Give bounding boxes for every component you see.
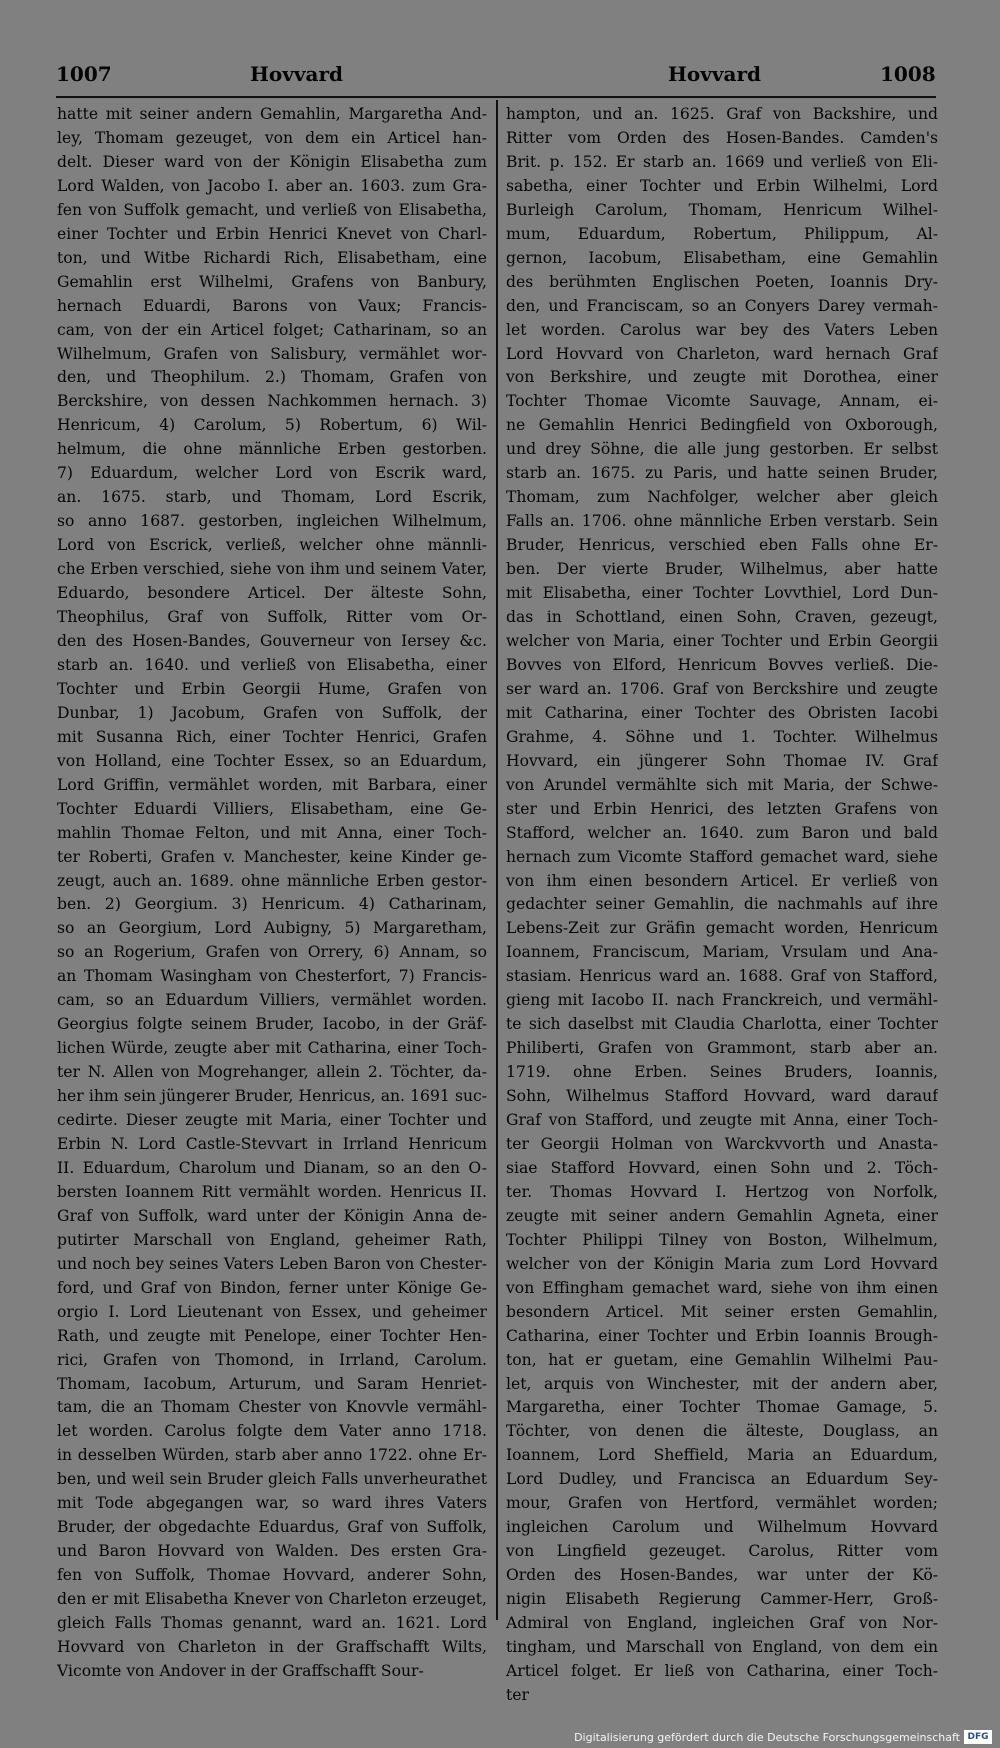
text-line: Graf von Suffolk, ward unter der Königin Anna de- [57, 1206, 487, 1225]
text-line: Orden des Hosen-Bandes, war unter der Kö- [506, 1566, 938, 1585]
text-line: che Erben verschied, siehe von ihm und seinem Vater, [57, 560, 487, 579]
text-line: sabetha, einer Tochter und Erbin Wilhelmi, Lord [506, 176, 938, 195]
text-line: gedachter seiner Gemahlin, die nachmahls auf ihre [506, 895, 938, 914]
text-line: gieng mit Iacobo II. nach Franckreich, und vermähl- [506, 991, 938, 1010]
text-line: ton, und Witbe Richardi Rich, Elisabetham, eine [57, 248, 487, 267]
text-line: mit Tode abgegangen war, so ward ihres Vaters [57, 1494, 487, 1513]
text-line: Ioannem, Franciscum, Mariam, Vrsulam und Ana- [506, 943, 938, 962]
text-line: II. Eduardum, Charolum und Dianam, so an den O- [57, 1158, 487, 1177]
text-line: 1719. ohne Erben. Seines Bruders, Ioannis, [506, 1063, 938, 1082]
text-line: fen von Suffolk gemacht, und verließ von Elisabetha, [57, 200, 487, 219]
text-line: ben. Der vierte Bruder, Wilhelmus, aber hatte [506, 560, 938, 579]
dfg-logo: DFG [964, 1730, 992, 1744]
text-line: Grahme, 4. Söhne und 1. Tochter. Wilhelmus [506, 727, 938, 746]
text-line: Lord Dudley, und Francisca an Eduardum Sey- [506, 1470, 938, 1489]
text-line: ben, und weil sein Bruder gleich Falls unverheurathet [57, 1470, 487, 1489]
text-line: tam, die an Thomam Chester von Knovvle vermähl- [57, 1398, 487, 1417]
text-line: 7) Eduardum, welcher Lord von Escrik ward, [57, 464, 487, 483]
running-head-right: Hovvard [668, 62, 761, 86]
text-line: den er mit Elisabetha Knever von Charleton erzeuget, [57, 1590, 487, 1609]
text-line: Lord Griffin, vermählet worden, mit Barbara, einer [57, 775, 487, 794]
text-line: Bruder, Henricus, verschied eben Falls ohne Er- [506, 536, 938, 555]
text-line: Sohn, Wilhelmus Stafford Hovvard, ward darauf [506, 1087, 938, 1106]
text-line: delt. Dieser ward von der Königin Elisabetha zum [57, 152, 487, 171]
text-line: Ioannem, Lord Sheffield, Maria an Eduardum, [506, 1446, 938, 1465]
text-line: so an Rogerium, Grafen von Orrery, 6) Annam, so [57, 943, 487, 962]
text-line: bersten Ioannem Ritt vermählt worden. Henricus II. [57, 1182, 487, 1201]
text-line: tingham, und Marschall von England, von dem ein [506, 1638, 938, 1656]
text-line: welcher von der Königin Maria zum Lord Hovvard [506, 1254, 938, 1273]
text-line: let worden. Carolus war bey des Vaters Leben [506, 320, 938, 339]
text-line: den des Hosen-Bandes, Gouverneur von Iersey &c. [57, 631, 487, 650]
text-line: Articel folget. Er ließ von Catharina, einer Toch- [506, 1661, 938, 1680]
text-line: ter Georgii Holman von Warckvvorth und Anasta- [506, 1134, 938, 1153]
text-line: ford, und Graf von Bindon, ferner unter Könige Ge- [57, 1278, 487, 1297]
text-line: Bovves von Elford, Henricum Bovves verließ. Die- [506, 655, 938, 674]
text-line: einer Tochter und Erbin Henrici Knevet von Charl- [57, 224, 487, 243]
text-line: Margaretha, einer Tochter Thomae Gamage, 5. [506, 1398, 938, 1417]
text-line: Bruder, der obgedachte Eduardus, Graf von Suffolk, [57, 1518, 487, 1537]
page-number-left: 1007 [56, 62, 112, 86]
text-line: Erbin N. Lord Castle-Stevvart in Irrland Henricum [57, 1134, 487, 1153]
text-line: Theophilus, Graf von Suffolk, Ritter vom Or- [57, 608, 487, 627]
text-line: mit Susanna Rich, einer Tochter Henrici, Grafen [57, 727, 487, 746]
text-line: zeugt, auch an. 1689. ohne männliche Erben gestor- [57, 871, 487, 890]
column-divider [496, 100, 498, 1620]
text-line: in desselben Würden, starb aber anno 1722. ohne Er- [57, 1446, 487, 1465]
text-line: Dunbar, 1) Jacobum, Grafen von Suffolk, der [57, 703, 487, 722]
text-line: von ihm einen besondern Articel. Er verließ von [506, 871, 938, 890]
text-line: te sich daselbst mit Claudia Charlotta, einer Tochter [506, 1015, 938, 1034]
text-line: orgio I. Lord Lieutenant von Essex, und geheimer [57, 1302, 487, 1321]
text-line: Admiral von England, ingleichen Graf von Nor- [506, 1614, 938, 1633]
text-line: ingleichen Carolum und Wilhelmum Hovvard [506, 1518, 938, 1537]
text-line: rici, Grafen von Thomond, in Irrland, Carolum. [57, 1350, 487, 1369]
text-line: hernach zum Vicomte Stafford gemachet ward, siehe [506, 847, 938, 866]
text-line: hernach Eduardi, Barons von Vaux; Francis- [57, 296, 487, 315]
text-line: gleich Falls Thomas genannt, ward an. 1621. Lord [57, 1614, 487, 1633]
text-line: starb an. 1640. und verließ von Elisabetha, einer [57, 655, 487, 674]
text-line: von Effingham gemachet ward, siehe von ihm einen [506, 1278, 938, 1297]
page-header [0, 0, 1000, 100]
text-line: ster und Erbin Henrici, des letzten Grafens von [506, 799, 938, 818]
text-line: let, arquis von Winchester, mit der andern aber, [506, 1374, 938, 1393]
text-line: Vicomte von Andover in der Graffschafft Sour- [57, 1661, 424, 1680]
digitization-credit: Digitalisierung gefördert durch die Deutsche Forschungsgemeinschaft [574, 1731, 960, 1744]
text-line: den, und Theophilum. 2.) Thomam, Grafen von [57, 368, 487, 387]
header-rule [56, 96, 936, 98]
text-line: mit Catharina, einer Tochter des Obristen Iacobi [506, 703, 938, 722]
text-line: gernon, Iacobum, Elisabetham, eine Gemahlin [506, 248, 938, 267]
text-line: und drey Söhne, die alle jung gestorben. Er selbst [506, 440, 938, 459]
text-line: Wilhelmum, Grafen von Salisbury, vermählet wor- [57, 344, 487, 363]
text-line: ser ward an. 1706. Graf von Berckshire und zeugte [506, 679, 938, 698]
page-footer [0, 1728, 1000, 1748]
text-line: mit Elisabetha, einer Tochter Lovvthiel, Lord Dun- [506, 584, 938, 603]
text-line: mum, Eduardum, Robertum, Philippum, Al- [506, 224, 938, 243]
text-line: an. 1675. starb, und Thomam, Lord Escrik, [57, 488, 487, 507]
text-line: Georgius folgte seinem Bruder, Iacobo, in der Gräf- [57, 1015, 487, 1034]
text-line: Hovvard von Charleton in der Graffschafft Wilts, [57, 1638, 487, 1656]
text-line: Tochter Philippi Tilney von Boston, Wilhelmum, [506, 1230, 938, 1249]
right-column [506, 103, 938, 1708]
text-line: Falls an. 1706. ohne männliche Erben verstarb. Sein [506, 512, 938, 531]
text-line: Philiberti, Grafen von Grammont, starb aber an. [506, 1039, 938, 1058]
text-line: Lord von Escrick, verließ, welcher ohne männli- [57, 536, 487, 555]
text-line: hampton, und an. 1625. Graf von Backshire, und [506, 105, 938, 123]
text-line: mour, Grafen von Hertford, vermählet worden; [506, 1494, 938, 1513]
text-line: Berckshire, von dessen Nachkommen hernach. 3) [57, 392, 487, 411]
text-line: ne Gemahlin Henrici Bedingfield von Oxborough, [506, 416, 938, 435]
text-line: besondern Articel. Mit seiner ersten Gemahlin, [506, 1302, 938, 1321]
text-line: den, und Franciscam, so an Conyers Darey vermah- [506, 296, 938, 315]
running-head-left: Hovvard [250, 62, 343, 86]
text-line: von Holland, eine Tochter Essex, so an Eduardum, [57, 751, 487, 770]
text-line: nigin Elisabeth Regierung Cammer-Herr, Groß- [506, 1590, 938, 1609]
text-line: so an Georgium, Lord Aubigny, 5) Margaretham, [57, 919, 487, 938]
text-line: Tochter Eduardi Villiers, Elisabetham, eine Ge- [57, 799, 487, 818]
text-line: Lebens-Zeit zur Gräfin gemacht worden, Henricum [506, 919, 938, 938]
text-line: her ihm sein jüngerer Bruder, Henricus, an. 1691 suc- [57, 1087, 487, 1106]
text-line: Lord Walden, von Jacobo I. aber an. 1603. zum Gra- [57, 176, 487, 195]
text-line: cam, so an Eduardum Villiers, vermählet worden. [57, 991, 487, 1010]
text-line: Rath, und zeugte mit Penelope, einer Tochter Hen- [57, 1326, 487, 1345]
text-line: ton, hat er guetam, eine Gemahlin Wilhelmi Pau- [506, 1350, 938, 1369]
text-line: Tochter und Erbin Georgii Hume, Grafen von [57, 679, 487, 698]
text-line: Stafford, welcher an. 1640. zum Baron und bald [506, 823, 938, 842]
text-line: an Thomam Wasingham von Chesterfort, 7) Francis- [57, 967, 487, 986]
text-line: hatte mit seiner andern Gemahlin, Margaretha And- [57, 105, 487, 123]
text-line: Brit. p. 152. Er starb an. 1669 und verließ von Eli- [506, 152, 938, 171]
text-line: siae Stafford Hovvard, einen Sohn und 2. Töch- [506, 1158, 938, 1177]
text-line: Burleigh Carolum, Thomam, Henricum Wilhel- [506, 200, 938, 219]
text-line: Lord Hovvard von Charleton, ward hernach Graf [506, 344, 938, 363]
text-line: ter Roberti, Grafen v. Manchester, keine Kinder ge- [57, 847, 487, 866]
text-line: welcher von Maria, einer Tochter und Erbin Georgii [506, 631, 938, 650]
text-line: Thomam, Iacobum, Arturum, und Saram Henriet- [57, 1374, 487, 1393]
text-line: cam, von der ein Articel folget; Catharinam, so an [57, 320, 487, 339]
text-line: mahlin Thomae Felton, und mit Anna, einer Toch- [57, 823, 487, 842]
text-line: das in Schottland, einen Sohn, Craven, gezeugt, [506, 608, 938, 627]
text-line: Eduardo, besondere Articel. Der älteste Sohn, [57, 584, 487, 603]
text-line: ben. 2) Georgium. 3) Henricum. 4) Catharinam, [57, 895, 487, 914]
text-line: und Baron Hovvard von Walden. Des ersten Gra- [57, 1542, 487, 1561]
text-line: Ritter vom Orden des Hosen-Bandes. Camden's [506, 128, 938, 147]
text-line: ter. Thomas Hovvard I. Hertzog von Norfolk, [506, 1182, 938, 1201]
text-line: Hovvard, ein jüngerer Sohn Thomae IV. Graf [506, 751, 938, 770]
text-line: und noch bey seines Vaters Leben Baron von Chester- [57, 1254, 487, 1273]
text-line: lichen Würde, zeugte aber mit Catharina, einer Toch- [57, 1039, 487, 1058]
text-line: putirter Marschall von England, geheimer Rath, [57, 1230, 487, 1249]
text-line: ter [506, 1685, 529, 1704]
text-line: von Berkshire, und zeugte mit Dorothea, einer [506, 368, 938, 387]
text-line: Thomam, zum Nachfolger, welcher aber gleich [506, 488, 938, 507]
text-line: Catharina, einer Tochter und Erbin Ioannis Brough- [506, 1326, 938, 1345]
text-line: Graf von Stafford, und zeugte mit Anna, einer Toch- [506, 1111, 938, 1130]
text-line: des berühmten Englischen Poeten, Ioannis Dry- [506, 272, 938, 291]
left-column [57, 103, 487, 1684]
text-line: Töchter, von denen die älteste, Douglass, an [506, 1422, 938, 1441]
page-number-right: 1008 [880, 62, 936, 86]
text-line: ter N. Allen von Mogrehanger, allein 2. Töchter, da- [57, 1063, 487, 1082]
text-line: Gemahlin erst Wilhelmi, Grafens von Banbury, [57, 272, 487, 291]
text-line: stasiam. Henricus ward an. 1688. Graf von Stafford, [506, 967, 938, 986]
text-line: Tochter Thomae Vicomte Sauvage, Annam, ei- [506, 392, 938, 411]
text-line: let worden. Carolus folgte dem Vater anno 1718. [57, 1422, 487, 1441]
text-line: Henricum, 4) Carolum, 5) Robertum, 6) Wil- [57, 416, 487, 435]
text-line: starb an. 1675. zu Paris, und hatte seinen Bruder, [506, 464, 938, 483]
text-line: helmum, die ohne männliche Erben gestorben. [57, 440, 487, 459]
text-line: so anno 1687. gestorben, ingleichen Wilhelmum, [57, 512, 487, 531]
text-line: ley, Thomam gezeuget, von dem ein Articel han- [57, 128, 487, 147]
text-line: von Lingfield gezeuget. Carolus, Ritter vom [506, 1542, 938, 1561]
text-line: cedirte. Dieser zeugte mit Maria, einer Tochter und [57, 1111, 487, 1130]
text-line: von Arundel vermählte sich mit Maria, der Schwe- [506, 775, 938, 794]
text-line: fen von Suffolk, Thomae Hovvard, anderer Sohn, [57, 1566, 487, 1585]
text-line: zeugte mit seiner andern Gemahlin Agneta, einer [506, 1206, 938, 1225]
